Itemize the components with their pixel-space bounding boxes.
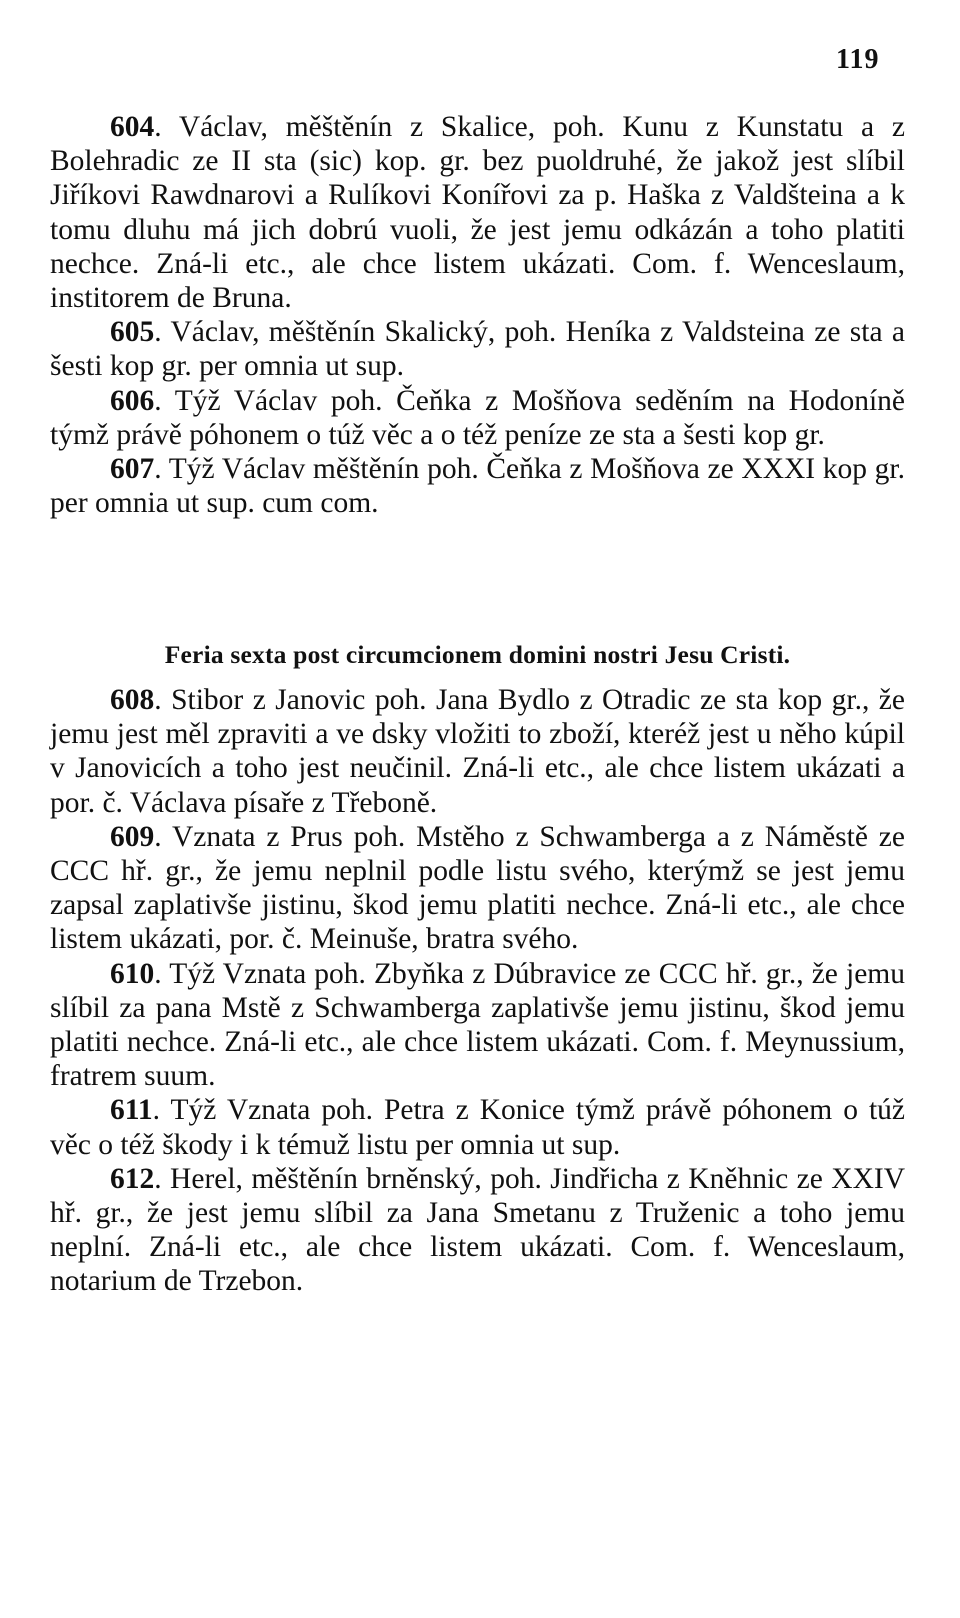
entry-number: 609	[110, 820, 155, 853]
entry-text: Václav, měštěnín Skalický, poh. Heníka z Valdsteina ze sta a šesti kop gr. per omnia ut sup.	[50, 316, 906, 383]
entry-number: 605	[110, 316, 155, 349]
entry-text: Týž Vznata poh. Petra z Konice týmž právě póhonem o túž věc o též škody i k témuž listu per omnia ut sup.	[50, 1094, 905, 1161]
entry-number: 606	[110, 384, 155, 417]
entry-number: 604	[110, 111, 155, 143]
entry-text: Stibor z Janovic poh. Jana Bydlo z Otradic ze sta kop gr., že jemu jest měl zpraviti a ve dsky vložiti to zboží, kteréž jest u něho kúpil v Janovicích a toho jest neučinil. Zná-li etc., ale chce listem ukázati a por. č. Václava písaře z Třeboně.	[50, 684, 905, 819]
entry-text: Týž Václav poh. Čeňka z Mošňova seděním na Hodoníně týmž právě póhonem o túž věc a o též peníze ze sta a šesti kop gr.	[50, 384, 906, 451]
entry-605: 605. Václav, měštěnín Skalický, poh. Heníka z Valdsteina ze sta a šesti kop gr. per omnia ut sup.	[50, 316, 906, 383]
entry-612: 612. Herel, měštěnín brněnský, poh. Jindřicha z Kněhnic ze XXIV hř. gr., že jest jemu slíbil za Jana Smetanu z Truženic a toho jemu neplní. Zná-li etc., ale chce listem ukázati. Com. f. Wenceslaum, notarium de Trzebon.	[50, 1162, 906, 1298]
entries-after-heading	[50, 683, 905, 1299]
entry-text: Týž Václav měštěnín poh. Čeňka z Mošňova ze XXXI kop gr. per omnia ut sup. cum com.	[50, 453, 906, 520]
entry-number: 607	[110, 453, 155, 486]
entry-text: Týž Vznata poh. Zbyňka z Dúbravice ze CCC hř. gr., že jemu slíbil za pana Mstě z Schwamberga zaplativše jemu jistinu, škod jemu platiti nechce. Zná-li etc., ale chce listem ukázati. Com. f. Meynussium, fratrem suum.	[50, 957, 905, 1093]
entry-number: 610	[110, 957, 155, 990]
entries-before-heading	[50, 110, 905, 520]
page-number: 119	[836, 44, 880, 75]
entry-number: 612	[110, 1162, 155, 1195]
entry-607: 607. Týž Václav měštěnín poh. Čeňka z Mošňova ze XXXI kop gr. per omnia ut sup. cum com.	[50, 453, 906, 520]
entry-604: 604. Václav, měštěnín z Skalice, poh. Kunu z Kunstatu a z Bolehradic ze II sta (sic) kop. gr. bez puoldruhé, že jakož jest slíbil Jiříkovi Rawdnarovi a Rulíkovi Konířovi za p. Haška z Valdšteina a k tomu dluhu má jich dobrú vuoli, že jest jemu odkázán a toho platiti nechce. Zná-li etc., ale chce listem ukázati. Com. f. Wenceslaum, institorem de Bruna.	[50, 111, 905, 315]
entry-610: 610. Týž Vznata poh. Zbyňka z Dúbravice ze CCC hř. gr., že jemu slíbil za pana Mstě z Schwamberga zaplativše jemu jistinu, škod jemu platiti nechce. Zná-li etc., ale chce listem ukázati. Com. f. Meynussium, fratrem suum.	[50, 957, 905, 1093]
section-heading: Feria sexta post circumcionem domini nostri Jesu Cristi.	[164, 640, 791, 669]
entry-611: 611. Týž Vznata poh. Petra z Konice týmž právě póhonem o túž věc o též škody i k témuž listu per omnia ut sup.	[50, 1094, 905, 1161]
entry-text: Václav, měštěnín z Skalice, poh. Kunu z Kunstatu a z Bolehradic ze II sta (sic) kop. gr. bez puoldruhé, že jakož jest slíbil Jiříkovi Rawdnarovi a Rulíkovi Konířovi za p. Haška z Valdšteina a k tomu dluhu má jich dobrú vuoli, že jest jemu odkázán a toho platiti nechce. Zná-li etc., ale chce listem ukázati. Com. f. Wenceslaum, institorem de Bruna.	[50, 111, 905, 315]
entry-text: Vznata z Prus poh. Mstěho z Schwamberga a z Náměstě ze CCC hř. gr., že jemu neplnil podle listu svého, kterýmž se jest jemu zapsal zaplativše jistinu, škod jemu platiti nechce. Zná-li etc., ale chce listem ukázati, por. č. Meinuše, bratra svého.	[50, 820, 905, 956]
entry-608: 608. Stibor z Janovic poh. Jana Bydlo z Otradic ze sta kop gr., že jemu jest měl zpraviti a ve dsky vložiti to zboží, kteréž jest u něho kúpil v Janovicích a toho jest neučinil. Zná-li etc., ale chce listem ukázati a por. č. Václava písaře z Třeboně.	[50, 684, 905, 819]
entry-text: Herel, měštěnín brněnský, poh. Jindřicha z Kněhnic ze XXIV hř. gr., že jest jemu slíbil za Jana Smetanu z Truženic a toho jemu neplní. Zná-li etc., ale chce listem ukázati. Com. f. Wenceslaum, notarium de Trzebon.	[50, 1162, 906, 1298]
entry-number: 608	[110, 684, 155, 716]
entry-606: 606. Týž Václav poh. Čeňka z Mošňova seděním na Hodoníně týmž právě póhonem o túž věc a o též peníze ze sta a šesti kop gr.	[50, 384, 906, 451]
entry-number: 611	[110, 1094, 153, 1127]
entry-609: 609. Vznata z Prus poh. Mstěho z Schwamberga a z Náměstě ze CCC hř. gr., že jemu neplnil podle listu svého, kterýmž se jest jemu zapsal zaplativše jistinu, škod jemu platiti nechce. Zná-li etc., ale chce listem ukázati, por. č. Meinuše, bratra svého.	[50, 820, 905, 956]
